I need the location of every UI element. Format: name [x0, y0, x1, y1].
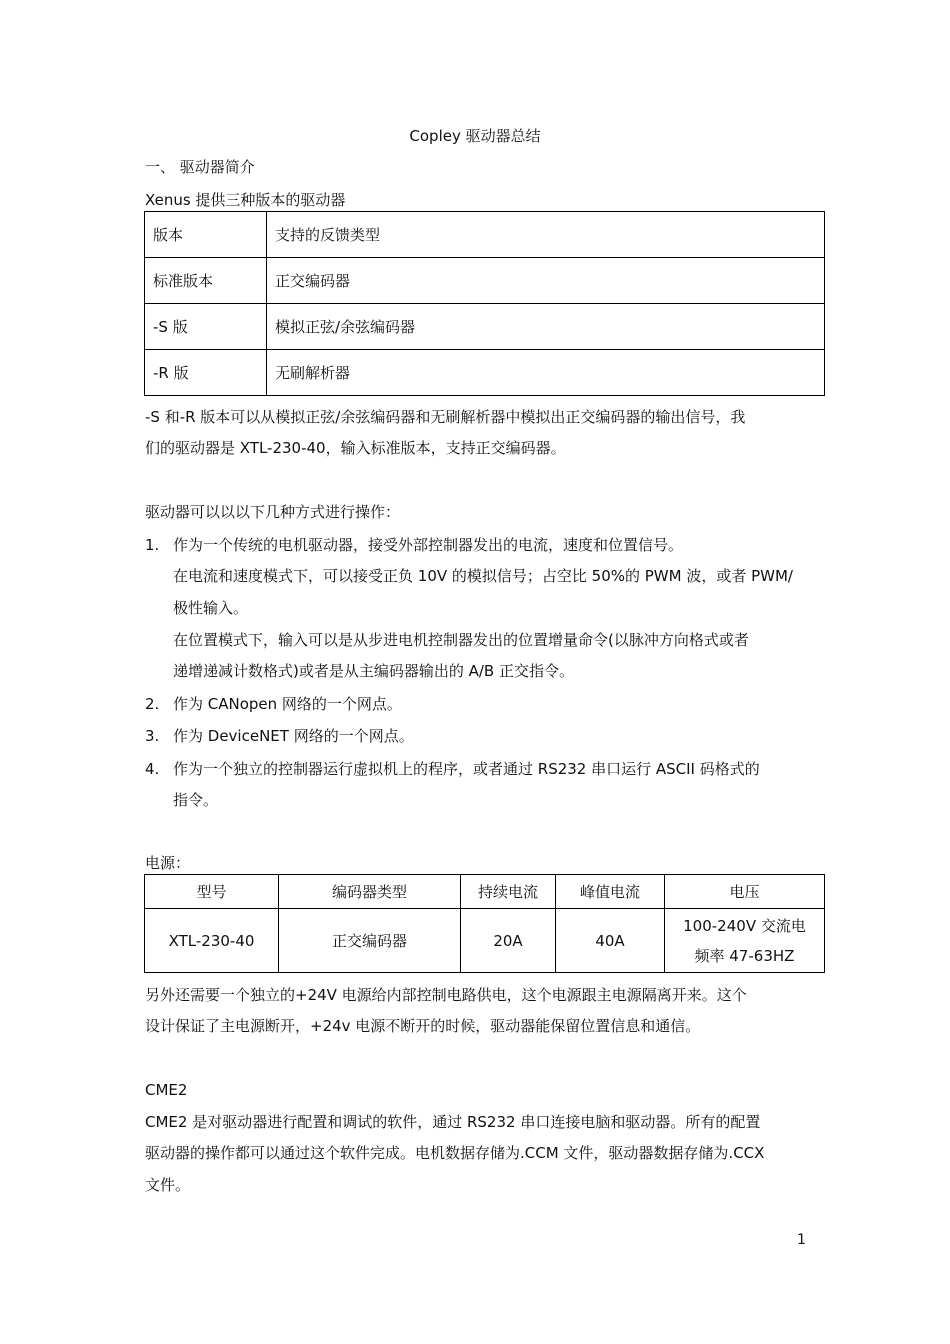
list-number: 2.	[145, 695, 160, 713]
section-heading: CME2	[145, 1081, 188, 1099]
table-cell: 版本	[145, 212, 267, 258]
paragraph-line: 设计保证了主电源断开，+24v 电源不断开的时候，驱动器能保留位置信息和通信。	[145, 1017, 701, 1035]
paragraph-line: 文件。	[145, 1176, 191, 1194]
table-cell: 模拟正弦/余弦编码器	[267, 304, 825, 350]
list-item-text: 极性输入。	[173, 599, 249, 617]
table-caption: Xenus 提供三种版本的驱动器	[145, 191, 346, 209]
list-item-text: 在电流和速度模式下，可以接受正负 10V 的模拟信号；占空比 50%的 PWM 波，或者 PWM/	[173, 567, 793, 585]
table-header-row	[145, 212, 825, 258]
paragraph-line: 另外还需要一个独立的+24V 电源给内部控制电路供电，这个电源跟主电源隔离开来。这个	[145, 986, 747, 1004]
list-item-text: 作为一个传统的电机驱动器，接受外部控制器发出的电流，速度和位置信号。	[173, 536, 684, 554]
list-item-text: 递增递减计数格式)或者是从主编码器输出的 A/B 正交指令。	[173, 662, 574, 680]
paragraph-line: 们的驱动器是 XTL-230-40，输入标准版本，支持正交编码器。	[145, 439, 566, 457]
section-heading: 一、 驱动器简介	[145, 158, 255, 176]
table-cell: XTL-230-40	[145, 909, 279, 973]
power-table	[144, 874, 825, 973]
list-number: 4.	[145, 760, 160, 778]
paragraph-line: CME2 是对驱动器进行配置和调试的软件，通过 RS232 串口连接电脑和驱动器。所有的配置	[145, 1113, 761, 1131]
voltage-cell	[665, 909, 825, 973]
list-item-text: 在位置模式下，输入可以是从步进电机控制器发出的位置增量命令(以脉冲方向格式或者	[173, 631, 749, 649]
list-number: 3.	[145, 727, 160, 745]
table-cell: 20A	[461, 909, 556, 973]
operations-intro: 驱动器可以以以下几种方式进行操作：	[145, 503, 401, 521]
table-cell: -S 版	[145, 304, 267, 350]
table-cell: 编码器类型	[279, 875, 461, 909]
document-title: Copley 驱动器总结	[409, 127, 541, 145]
table-cell: 峰值电流	[556, 875, 665, 909]
list-item-text: 作为 CANopen 网络的一个网点。	[173, 695, 402, 713]
table-cell: 型号	[145, 875, 279, 909]
table-header-row	[145, 875, 825, 909]
frequency-line: 频率 47-63HZ	[694, 946, 795, 965]
list-number: 1.	[145, 536, 160, 554]
table-cell: 正交编码器	[279, 909, 461, 973]
version-table	[144, 211, 825, 396]
table-cell: 持续电流	[461, 875, 556, 909]
table-row	[145, 304, 825, 350]
table-cell: 40A	[556, 909, 665, 973]
table-cell: 无刷解析器	[267, 350, 825, 396]
paragraph-line: -S 和-R 版本可以从模拟正弦/余弦编码器和无刷解析器中模拟出正交编码器的输出信号，我	[145, 408, 746, 426]
table-row	[145, 909, 825, 973]
table-row	[145, 350, 825, 396]
table-cell: 电压	[665, 875, 825, 909]
table-cell: 正交编码器	[267, 258, 825, 304]
paragraph-line: 驱动器的操作都可以通过这个软件完成。电机数据存储为.CCM 文件，驱动器数据存储为.CCX	[145, 1144, 765, 1162]
page-number: 1	[797, 1232, 806, 1248]
table-cell: 支持的反馈类型	[267, 212, 825, 258]
list-item-text: 指令。	[173, 791, 219, 809]
list-item-text: 作为 DeviceNET 网络的一个网点。	[173, 727, 414, 745]
voltage-line: 100-240V 交流电	[683, 916, 806, 935]
table-cell: 标准版本	[145, 258, 267, 304]
power-label: 电源：	[145, 854, 191, 872]
table-cell: -R 版	[145, 350, 267, 396]
list-item-text: 作为一个独立的控制器运行虚拟机上的程序，或者通过 RS232 串口运行 ASCII 码格式的	[173, 760, 760, 778]
table-row	[145, 258, 825, 304]
